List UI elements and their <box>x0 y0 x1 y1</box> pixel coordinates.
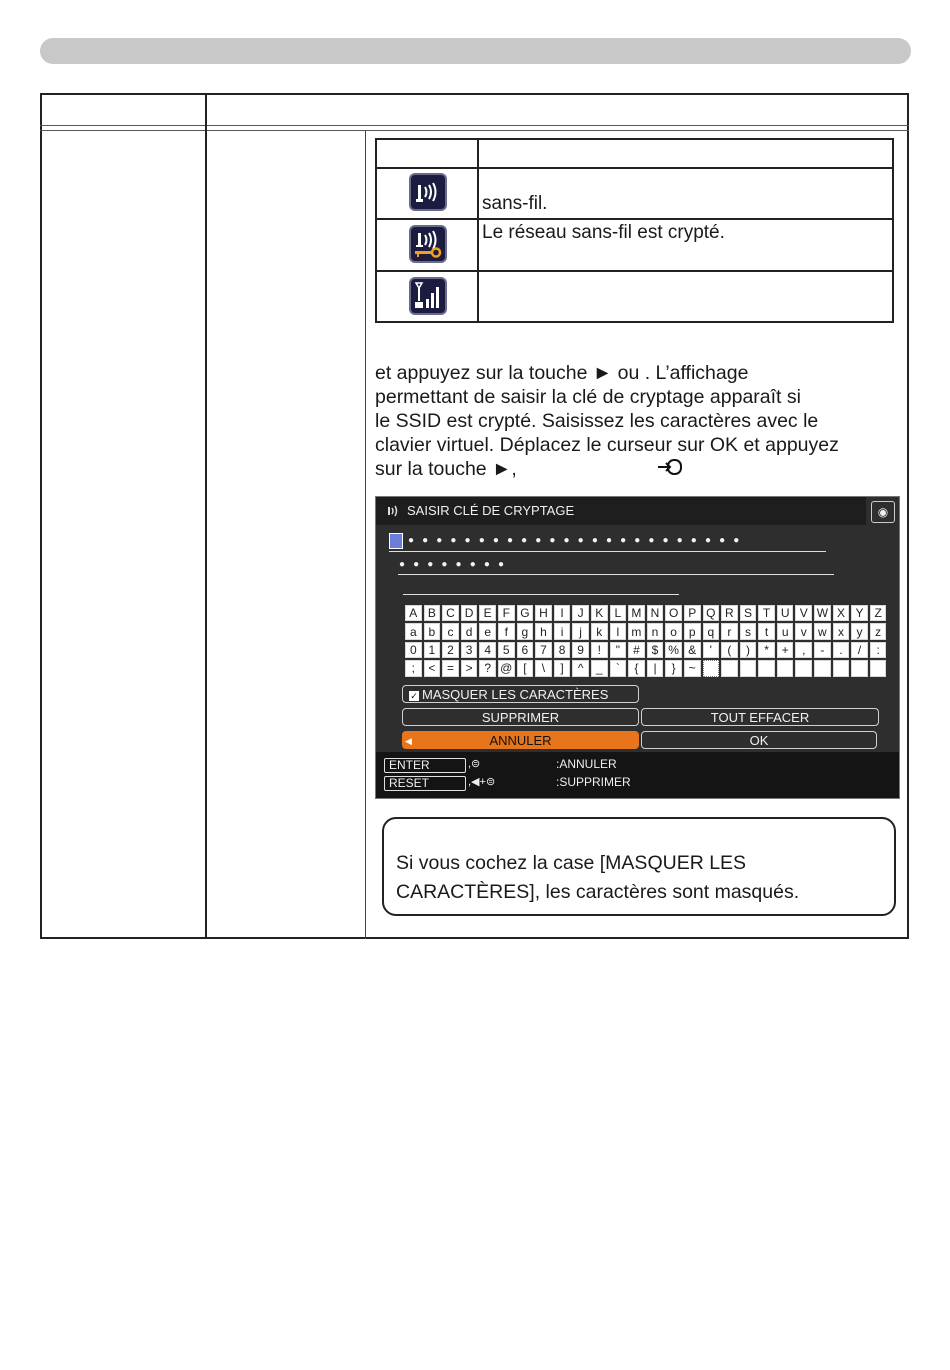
keyboard-key[interactable]: { <box>628 660 645 676</box>
keyboard-key[interactable]: & <box>684 642 701 658</box>
keyboard-key[interactable]: % <box>665 642 682 658</box>
keyboard-key[interactable]: q <box>703 623 720 639</box>
keyboard-key[interactable]: | <box>647 660 664 676</box>
keyboard-key[interactable]: w <box>814 623 831 639</box>
keyboard-key[interactable]: m <box>628 623 645 639</box>
keyboard-key[interactable]: } <box>665 660 682 676</box>
signal-strength-icon <box>409 277 447 315</box>
keyboard-key[interactable]: ` <box>610 660 627 676</box>
input-underline-3 <box>403 594 679 595</box>
keyboard-key[interactable]: / <box>851 642 868 658</box>
keyboard-key[interactable]: 0 <box>405 642 422 658</box>
checkbox-checked-icon: ✓ <box>410 690 418 701</box>
keyboard-key[interactable]: k <box>591 623 608 639</box>
keyboard-key[interactable]: 1 <box>424 642 441 658</box>
keyboard-key[interactable] <box>703 660 720 676</box>
paragraph-line: clavier virtuel. Déplacez le curseur sur OK et appuyez <box>375 434 839 456</box>
keyboard-key[interactable]: Q <box>703 605 720 621</box>
keyboard-key[interactable]: . <box>833 642 850 658</box>
left-arrow-icon: ◀ <box>405 736 412 746</box>
table-header-divider-2 <box>40 130 909 131</box>
keyboard-key[interactable]: D <box>461 605 478 621</box>
screen-corner-icon[interactable]: ◉ <box>871 501 895 523</box>
cursor-box <box>389 533 403 549</box>
keyboard-key[interactable]: " <box>610 642 627 658</box>
mask-characters-checkbox[interactable] <box>402 685 639 703</box>
keyboard-key[interactable]: A <box>405 605 422 621</box>
keyboard-key[interactable]: ; <box>405 660 422 676</box>
screen-title-text: SAISIR CLÉ DE CRYPTAGE <box>407 503 575 518</box>
keyboard-key[interactable]: P <box>684 605 701 621</box>
keyboard-key[interactable] <box>795 660 812 676</box>
keyboard-key[interactable]: B <box>424 605 441 621</box>
keyboard-key[interactable]: d <box>461 623 478 639</box>
wireless-key-icon <box>409 225 447 263</box>
screen-title <box>376 497 866 525</box>
header-bar <box>40 38 911 64</box>
reset-key: RESET <box>384 776 466 791</box>
left-plus-input-icon: ,◀+⊜ <box>468 776 496 788</box>
keyboard-key[interactable]: 6 <box>517 642 534 658</box>
instructions-paragraph <box>375 361 905 481</box>
column-divider-2 <box>365 131 366 939</box>
keyboard-key[interactable]: R <box>721 605 738 621</box>
keyboard-key[interactable]: o <box>665 623 682 639</box>
note-line: CARACTÈRES], les caractères sont masqués. <box>396 881 800 903</box>
keyboard-key[interactable] <box>721 660 738 676</box>
keyboard-key[interactable]: 8 <box>554 642 571 658</box>
keyboard-key[interactable] <box>740 660 757 676</box>
keyboard-key[interactable]: h <box>535 623 552 639</box>
keyboard-key[interactable]: G <box>517 605 534 621</box>
keyboard-key[interactable]: ) <box>740 642 757 658</box>
keyboard-key[interactable]: @ <box>498 660 515 676</box>
keyboard-key[interactable]: b <box>424 623 441 639</box>
footer-label-2: :SUPPRIMER <box>556 775 631 789</box>
keyboard-key[interactable]: i <box>554 623 571 639</box>
keyboard-key[interactable]: ( <box>721 642 738 658</box>
input-key-icon <box>657 458 683 482</box>
keyboard-row <box>405 605 886 621</box>
keyboard-key[interactable]: p <box>684 623 701 639</box>
wireless-antenna-icon <box>409 173 447 211</box>
keyboard-key[interactable]: O <box>665 605 682 621</box>
keyboard-key[interactable] <box>870 660 887 676</box>
paragraph-line: permettant de saisir la clé de cryptage apparaît si <box>375 386 801 408</box>
icon-desc-2: Le réseau sans-fil est crypté. <box>482 222 725 243</box>
table-row <box>377 167 892 220</box>
keyboard-key[interactable]: X <box>833 605 850 621</box>
keyboard-key[interactable]: Z <box>870 605 887 621</box>
keyboard-key[interactable]: \ <box>535 660 552 676</box>
keyboard-key[interactable]: ' <box>703 642 720 658</box>
keyboard-key[interactable]: M <box>628 605 645 621</box>
keyboard-key[interactable]: L <box>610 605 627 621</box>
virtual-keyboard <box>403 603 888 679</box>
keyboard-key[interactable]: Y <box>851 605 868 621</box>
keyboard-key[interactable]: 9 <box>572 642 589 658</box>
keyboard-key[interactable]: H <box>535 605 552 621</box>
keyboard-key[interactable]: z <box>870 623 887 639</box>
cancel-button[interactable] <box>402 731 639 749</box>
keyboard-key[interactable]: t <box>758 623 775 639</box>
clear-all-button[interactable]: TOUT EFFACER <box>641 708 879 726</box>
input-key-small-icon: ,⊜ <box>468 758 481 770</box>
keyboard-key[interactable]: N <box>647 605 664 621</box>
keyboard-key[interactable]: y <box>851 623 868 639</box>
input-underline-1 <box>389 551 826 552</box>
paragraph-line <box>375 457 905 481</box>
keyboard-key[interactable]: 2 <box>442 642 459 658</box>
keyboard-key[interactable]: C <box>442 605 459 621</box>
keyboard-key[interactable]: V <box>795 605 812 621</box>
keyboard-key[interactable]: e <box>479 623 496 639</box>
keyboard-key[interactable]: 7 <box>535 642 552 658</box>
screen-footer <box>376 752 899 798</box>
masked-chars-line-2: ●●●●●●●● <box>399 559 513 570</box>
keyboard-key[interactable]: ~ <box>684 660 701 676</box>
table-row <box>377 218 892 272</box>
keyboard-key[interactable]: v <box>795 623 812 639</box>
icon-desc-1: sans-fil. <box>482 193 548 214</box>
note-box <box>382 817 896 916</box>
keyboard-row <box>405 642 886 658</box>
wireless-icon-table <box>375 138 894 323</box>
table-header-divider <box>40 125 909 126</box>
keyboard-key[interactable]: F <box>498 605 515 621</box>
keyboard-key[interactable]: l <box>610 623 627 639</box>
keyboard-key[interactable]: $ <box>647 642 664 658</box>
masked-chars-line-1: ●●●●●●●●●●●●●●●●●●●●●●●● <box>408 535 748 546</box>
cancel-button-label: ANNULER <box>489 733 552 748</box>
keyboard-key[interactable]: < <box>424 660 441 676</box>
keyboard-key[interactable] <box>851 660 868 676</box>
keyboard-key[interactable]: 4 <box>479 642 496 658</box>
keyboard-key[interactable]: S <box>740 605 757 621</box>
keyboard-key[interactable]: x <box>833 623 850 639</box>
keyboard-row <box>405 660 886 676</box>
keyboard-key[interactable]: s <box>740 623 757 639</box>
keyboard-key[interactable]: _ <box>591 660 608 676</box>
enter-key: ENTER <box>384 758 466 773</box>
keyboard-key[interactable]: # <box>628 642 645 658</box>
icon-table-header <box>377 140 892 169</box>
paragraph-line: le SSID est crypté. Saisissez les caractères avec le <box>375 410 819 432</box>
column-divider-1 <box>205 93 207 939</box>
keyboard-key[interactable]: J <box>572 605 589 621</box>
keyboard-key[interactable]: T <box>758 605 775 621</box>
keyboard-key[interactable]: g <box>517 623 534 639</box>
delete-button[interactable]: SUPPRIMER <box>402 708 639 726</box>
keyboard-key[interactable]: + <box>777 642 794 658</box>
keyboard-key[interactable]: c <box>442 623 459 639</box>
keyboard-key[interactable]: ^ <box>572 660 589 676</box>
keyboard-key[interactable]: W <box>814 605 831 621</box>
keyboard-key[interactable]: - <box>814 642 831 658</box>
keyboard-key[interactable]: u <box>777 623 794 639</box>
paragraph-line-text: sur la touche ►, <box>375 458 517 480</box>
footer-label-1: :ANNULER <box>556 757 617 771</box>
keyboard-key[interactable]: a <box>405 623 422 639</box>
input-underline-2 <box>398 574 834 575</box>
keyboard-key[interactable]: I <box>554 605 571 621</box>
paragraph-line: et appuyez sur la touche ► ou . L’affichage <box>375 362 749 384</box>
encryption-key-screen <box>375 496 900 799</box>
keyboard-key[interactable]: E <box>479 605 496 621</box>
keyboard-row <box>405 623 886 639</box>
keyboard-key[interactable]: ] <box>554 660 571 676</box>
keyboard-key[interactable]: 5 <box>498 642 515 658</box>
wireless-small-icon <box>386 504 402 523</box>
keyboard-key[interactable]: r <box>721 623 738 639</box>
keyboard-key[interactable]: f <box>498 623 515 639</box>
keyboard-key[interactable]: [ <box>517 660 534 676</box>
keyboard-key[interactable]: > <box>461 660 478 676</box>
keyboard-key[interactable]: U <box>777 605 794 621</box>
table-row <box>377 270 892 321</box>
keyboard-key[interactable] <box>777 660 794 676</box>
keyboard-key[interactable] <box>814 660 831 676</box>
keyboard-key[interactable]: ! <box>591 642 608 658</box>
keyboard-key[interactable]: , <box>795 642 812 658</box>
keyboard-key[interactable]: n <box>647 623 664 639</box>
keyboard-key[interactable] <box>758 660 775 676</box>
keyboard-key[interactable] <box>833 660 850 676</box>
ok-button[interactable]: OK <box>641 731 877 749</box>
keyboard-key[interactable]: : <box>870 642 887 658</box>
mask-checkbox-label: MASQUER LES CARACTÈRES <box>422 687 609 702</box>
keyboard-key[interactable]: ? <box>479 660 496 676</box>
keyboard-key[interactable]: j <box>572 623 589 639</box>
keyboard-key[interactable]: K <box>591 605 608 621</box>
note-line: Si vous cochez la case [MASQUER LES <box>396 852 747 874</box>
keyboard-key[interactable]: * <box>758 642 775 658</box>
keyboard-key[interactable]: = <box>442 660 459 676</box>
keyboard-key[interactable]: 3 <box>461 642 478 658</box>
